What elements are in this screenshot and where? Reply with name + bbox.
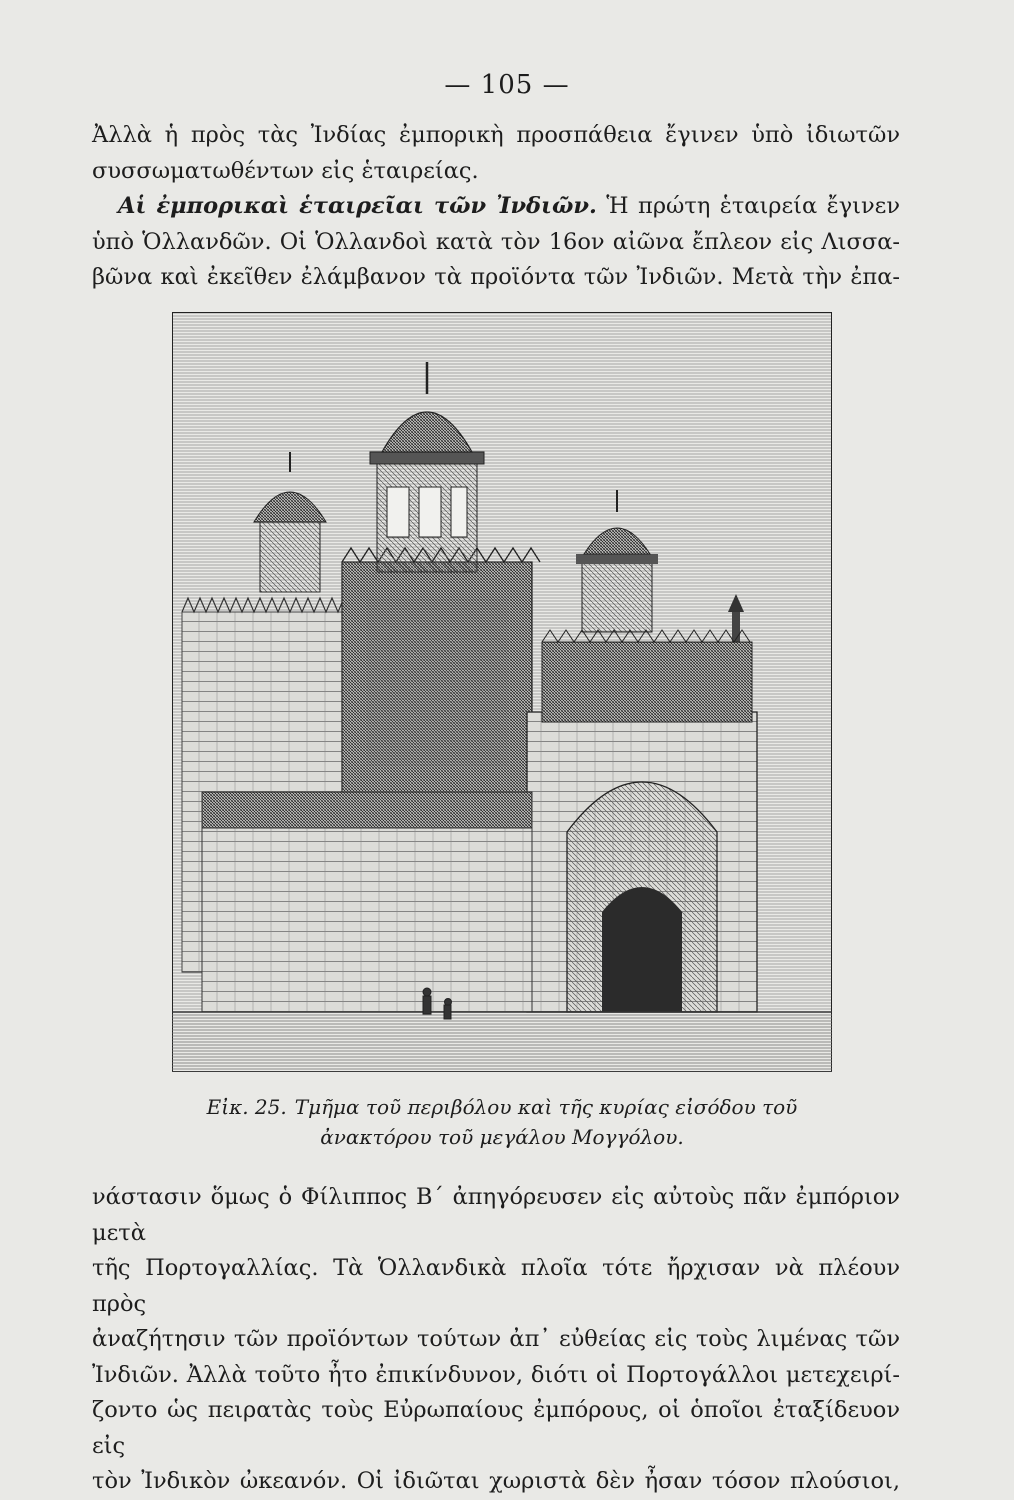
section-heading: Αἱ ἐμπορικαὶ ἑταιρεῖαι τῶν Ἰνδιῶν. — [118, 193, 597, 219]
text-line: Ἀλλὰ ἡ πρὸς τὰς Ἰνδίας ἐμπορικὴ προσπάθεια ἔγινεν ὑπὸ ἰδιωτῶν — [92, 122, 900, 148]
text-line: ζοντο ὡς πειρατὰς τοὺς Εὐρωπαίους ἐμπόρους, οἱ ὁποῖοι ἐταξίδευον εἰς — [92, 1397, 900, 1459]
caption-line — [172, 1092, 832, 1122]
text-line: ἀναζήτησιν τῶν προϊόντων τούτων ἀπ᾽ εὐθείας εἰς τοὺς λιμένας τῶν — [92, 1326, 900, 1352]
page-number: — 105 — — [444, 70, 570, 100]
text-line — [92, 189, 900, 225]
figure-label: Εἰκ. 25. — [206, 1095, 287, 1119]
text-line: συσσωματωθέντων εἰς ἑταιρείας. — [92, 157, 479, 184]
text-line: Ἰνδιῶν. Ἀλλὰ τοῦτο ἦτο ἐπικίνδυνον, διότι οἱ Πορτογάλλοι μετεχειρί- — [92, 1361, 900, 1388]
figure-caption — [172, 1092, 832, 1152]
bottom-paragraph — [92, 1180, 900, 1500]
caption-text: Τμῆμα τοῦ περιβόλου καὶ τῆς κυρίας εἰσόδου τοῦ — [294, 1095, 798, 1119]
text-line: βῶνα καὶ ἐκεῖθεν ἐλάμβανον τὰ προϊόντα τῶν Ἰνδιῶν. Μετὰ τὴν ἐπα- — [92, 264, 900, 290]
text-fragment: Ἡ πρώτη ἑταιρεία ἔγινεν — [596, 193, 900, 219]
top-paragraph — [92, 118, 900, 296]
caption-line: ἀνακτόρου τοῦ μεγάλου Μογγόλου. — [320, 1125, 684, 1149]
text-line: νάστασιν ὅμως ὁ Φίλιππος Β΄ ἀπηγόρευσεν εἰς αὐτοὺς πᾶν ἐμπόριον μετὰ — [92, 1184, 900, 1246]
text-line: τῆς Πορτογαλλίας. Τὰ Ὁλλανδικὰ πλοῖα τότε ἤρχισαν νὰ πλέουν πρὸς — [92, 1255, 900, 1317]
text-line: ὑπὸ Ὁλλανδῶν. Οἱ Ὁλλανδοὶ κατὰ τὸν 16ον αἰῶνα ἔπλεον εἰς Λισσα- — [92, 228, 900, 255]
text-line: τὸν Ἰνδικὸν ὠκεανόν. Οἱ ἰδιῶται χωριστὰ δὲν ἦσαν τόσον πλούσιοι, — [92, 1468, 900, 1494]
engraving-illustration — [172, 312, 832, 1072]
